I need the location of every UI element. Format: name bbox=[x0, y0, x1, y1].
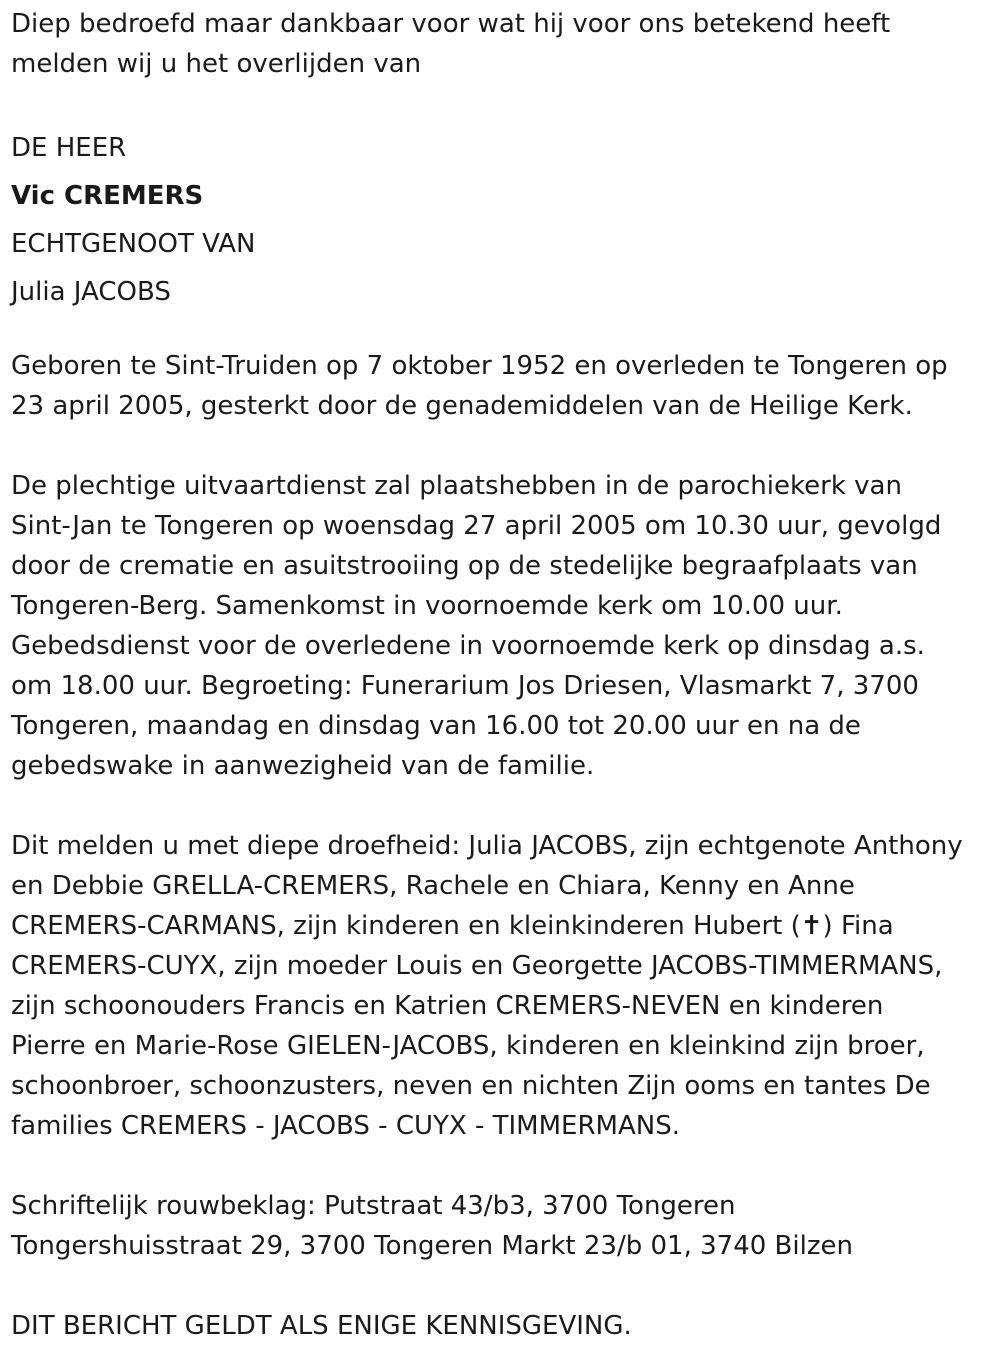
funeral-paragraph: De plechtige uitvaartdienst zal plaatshebben in de parochiekerk van Sint-Jan te Tongeren op woensdag 27 april 2005 om 10.30 uur, gevolgd door de crematie en asuitstrooiing op de stedelijke begraafplaats van Tongeren-Berg. Samenkomst in voornoemde kerk om 10.00 uur. Gebedsdienst voor de overledene in voornoemde kerk op dinsdag a.s. om 18.00 uur. Begroeting: Funerarium Jos Driesen, Vlasmarkt 7, 3700 Tongeren, maandag en dinsdag van 16.00 tot 20.00 uur en na de gebedswake in aanwezigheid van de familie. bbox=[11, 471, 942, 781]
condolences-paragraph: Schriftelijk rouwbeklag: Putstraat 43/b3, 3700 Tongeren Tongershuisstraat 29, 3700 Tongeren Markt 23/b 01, 3740 Bilzen bbox=[11, 1191, 853, 1261]
intro-text: Diep bedroefd maar dankbaar voor wat hij voor ons betekend heeft melden wij u het overlijden van bbox=[11, 9, 891, 79]
relation-label: ECHTGENOOT VAN bbox=[11, 229, 256, 259]
closing-statement: DIT BERICHT GELDT ALS ENIGE KENNISGEVING. bbox=[11, 1311, 632, 1341]
deceased-name: Vic CREMERS bbox=[11, 181, 204, 211]
obituary-notice bbox=[11, 4, 996, 1346]
deceased-header bbox=[11, 124, 996, 316]
spouse-name: Julia JACOBS bbox=[11, 277, 171, 307]
family-paragraph: Dit melden u met diepe droefheid: Julia JACOBS, zijn echtgenote Anthony en Debbie GRELLA-CREMERS, Rachele en Chiara, Kenny en Anne CREMERS-CARMANS, zijn kinderen en kleinkinderen Hubert (✝) Fina CREMERS-CUYX, zijn moeder Louis en Georgette JACOBS-TIMMERMANS, zijn schoonouders Francis en Katrien CREMERS-NEVEN en kinderen Pierre en Marie-Rose GIELEN-JACOBS, kinderen en kleinkind zijn broer, schoonbroer, schoonzusters, neven en nichten Zijn ooms en tantes De families CREMERS - JACOBS - CUYX - TIMMERMANS. bbox=[11, 831, 963, 1141]
birth-death-paragraph: Geboren te Sint-Truiden op 7 oktober 1952 en overleden te Tongeren op 23 april 2005, gesterkt door de genademiddelen van de Heilige Kerk. bbox=[11, 351, 948, 421]
title-prefix: DE HEER bbox=[11, 133, 127, 163]
